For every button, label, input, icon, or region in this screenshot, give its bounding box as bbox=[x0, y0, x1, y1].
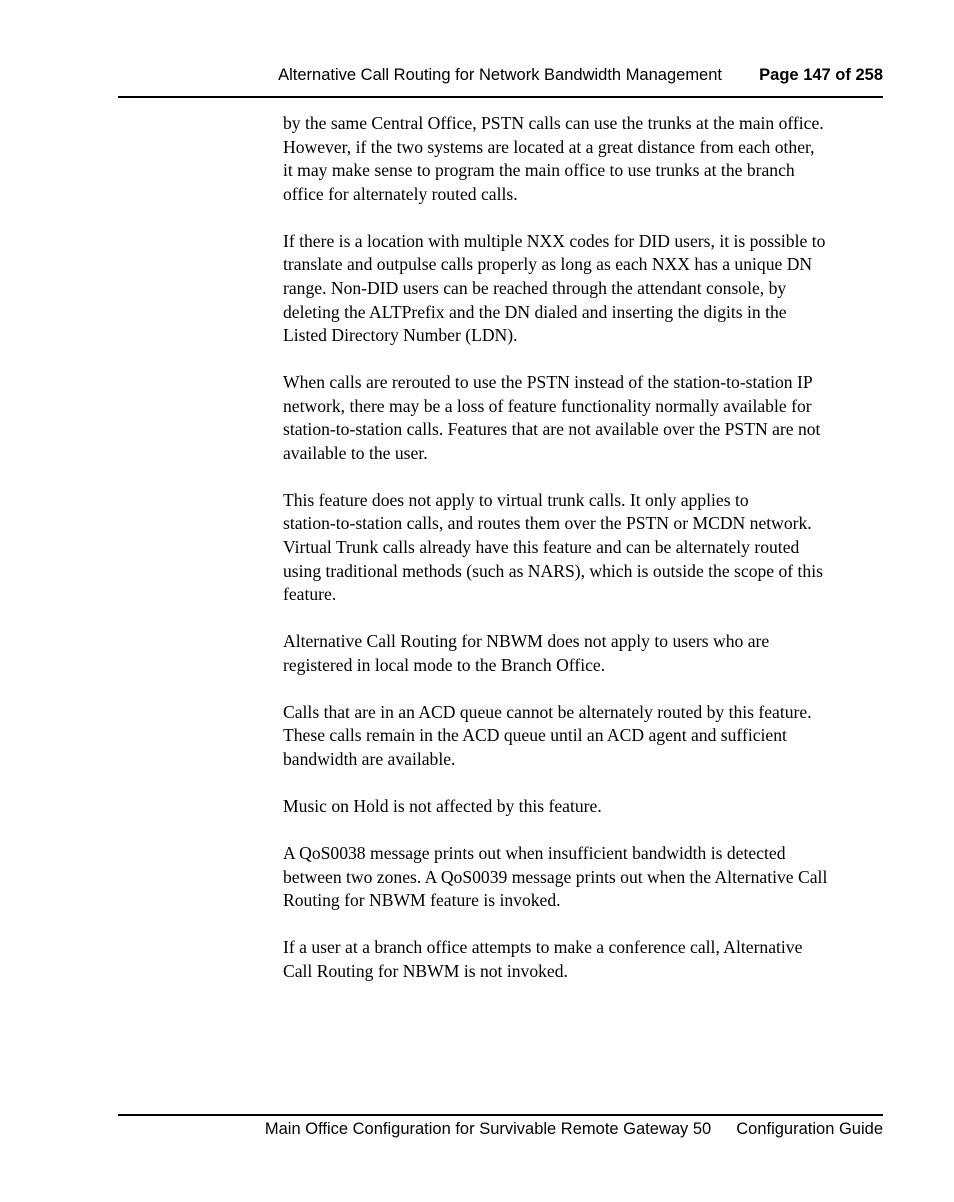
text-line: Call Routing for NBWM is not invoked. bbox=[283, 960, 568, 981]
paragraph bbox=[283, 701, 883, 772]
paragraph bbox=[283, 230, 883, 348]
text-line: Music on Hold is not affected by this feature. bbox=[283, 796, 602, 816]
text-line: Routing for NBWM feature is invoked. bbox=[283, 890, 561, 911]
text-line: This feature does not apply to virtual trunk calls. It only applies to bbox=[283, 489, 749, 510]
text-line: available to the user. bbox=[283, 442, 428, 463]
page-number: Page 147 of 258 bbox=[759, 66, 883, 84]
paragraph bbox=[283, 630, 883, 677]
body-text bbox=[283, 112, 883, 1007]
paragraph bbox=[283, 936, 883, 983]
text-line: If a user at a branch office attempts to make a conference call, Alternative bbox=[283, 937, 803, 958]
text-line: station-to-station calls, and routes them over the PSTN or MCDN network. bbox=[283, 513, 812, 534]
header-title: Alternative Call Routing for Network Bandwidth Management bbox=[278, 66, 722, 84]
text-line: A QoS0038 message prints out when insufficient bandwidth is detected bbox=[283, 842, 786, 863]
text-line: deleting the ALTPrefix and the DN dialed and inserting the digits in the bbox=[283, 301, 787, 322]
text-line: using traditional methods (such as NARS), which is outside the scope of this bbox=[283, 560, 823, 581]
footer-text bbox=[265, 1120, 883, 1139]
text-line: station-to-station calls. Features that are not available over the PSTN are not bbox=[283, 419, 821, 440]
paragraph bbox=[283, 112, 883, 206]
text-line: registered in local mode to the Branch Office. bbox=[283, 654, 606, 675]
text-line: However, if the two systems are located at a great distance from each other, bbox=[283, 136, 815, 157]
paragraph bbox=[283, 489, 883, 607]
text-line: Alternative Call Routing for NBWM does not apply to users who are bbox=[283, 631, 770, 652]
text-line: These calls remain in the ACD queue until an ACD agent and sufficient bbox=[283, 725, 787, 746]
text-line: feature. bbox=[283, 584, 337, 605]
text-line: bandwidth are available. bbox=[283, 749, 456, 770]
page-footer bbox=[118, 1114, 883, 1138]
text-line: office for alternately routed calls. bbox=[283, 183, 518, 204]
text-line: by the same Central Office, PSTN calls can use the trunks at the main office. bbox=[283, 113, 824, 133]
text-line: range. Non-DID users can be reached through the attendant console, by bbox=[283, 277, 787, 298]
text-line: Listed Directory Number (LDN). bbox=[283, 325, 518, 346]
paragraph bbox=[283, 842, 883, 913]
text-line: Calls that are in an ACD queue cannot be alternately routed by this feature. bbox=[283, 701, 812, 722]
paragraph bbox=[283, 371, 883, 465]
text-line: If there is a location with multiple NXX codes for DID users, it is possible to bbox=[283, 230, 826, 251]
text-line: Virtual Trunk calls already have this feature and can be alternately routed bbox=[283, 537, 800, 558]
page-header bbox=[118, 64, 883, 98]
text-line: it may make sense to program the main office to use trunks at the branch bbox=[283, 160, 795, 181]
footer-guide-label: Configuration Guide bbox=[736, 1120, 883, 1138]
paragraph bbox=[283, 795, 883, 819]
footer-document-title: Main Office Configuration for Survivable Remote Gateway 50 bbox=[264, 1120, 712, 1138]
text-line: network, there may be a loss of feature functionality normally available for bbox=[283, 395, 812, 416]
text-line: When calls are rerouted to use the PSTN instead of the station-to-station IP bbox=[283, 372, 813, 393]
text-line: between two zones. A QoS0039 message prints out when the Alternative Call bbox=[283, 866, 828, 887]
text-line: translate and outpulse calls properly as long as each NXX has a unique DN bbox=[283, 254, 813, 275]
